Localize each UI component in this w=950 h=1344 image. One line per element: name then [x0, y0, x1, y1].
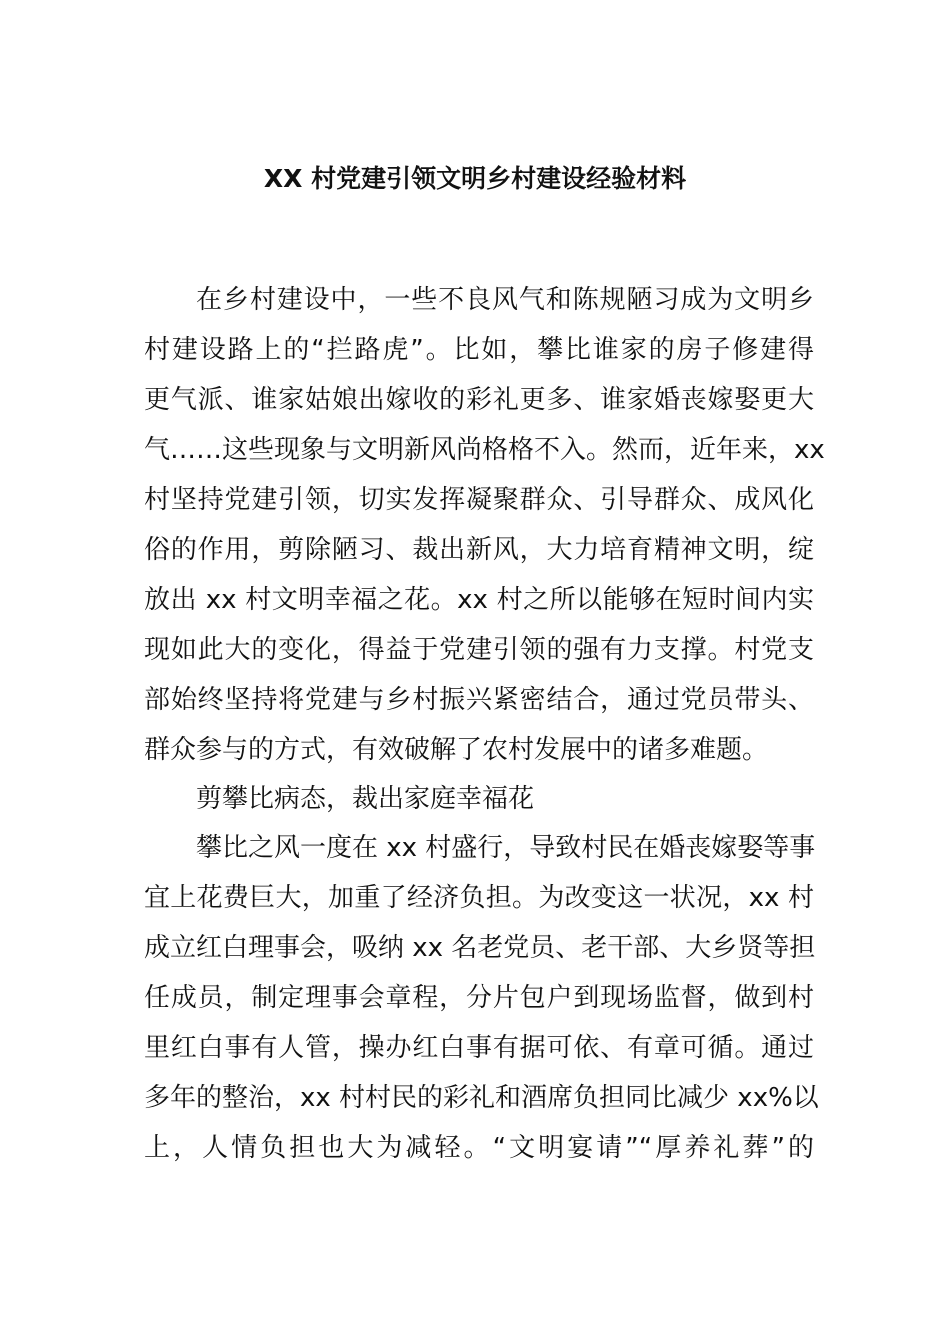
- paragraph-line: 多年的整治，xx 村村民的彩礼和酒席负担同比减少 xx%以: [144, 1083, 819, 1113]
- paragraph-line: 村建设路上的“拦路虎”。比如，攀比谁家的房子修建得: [144, 335, 814, 365]
- paragraph-line: 村坚持党建引领，切实发挥凝聚群众、引导群众、成风化: [144, 485, 814, 515]
- document-title: XX 村党建引领文明乡村建设经验材料: [263, 164, 687, 193]
- section-heading: 剪攀比病态，裁出家庭幸福花: [196, 784, 535, 814]
- paragraph-line: 现如此大的变化，得益于党建引领的强有力支撑。村党支: [144, 635, 814, 665]
- paragraph-line: 任成员，制定理事会章程，分片包户到现场监督，做到村: [144, 983, 814, 1013]
- paragraph-line: 放出 xx 村文明幸福之花。xx 村之所以能够在短时间内实: [144, 585, 814, 615]
- paragraph-line: 攀比之风一度在 xx 村盛行，导致村民在婚丧嫁娶等事: [196, 833, 816, 863]
- paragraph-line: 成立红白理事会，吸纳 xx 名老党员、老干部、大乡贤等担: [144, 933, 816, 963]
- paragraph-line: 更气派、谁家姑娘出嫁收的彩礼更多、谁家婚丧嫁娶更大: [144, 385, 814, 415]
- paragraph-line: 里红白事有人管，操办红白事有据可依、有章可循。通过: [144, 1033, 814, 1063]
- paragraph-line: 气……这些现象与文明新风尚格格不入。然而，近年来，xx: [144, 435, 825, 465]
- paragraph-line: 上，人情负担也大为减轻。“文明宴请”“厚养礼葬”的: [144, 1133, 814, 1163]
- paragraph-line: 俗的作用，剪除陋习、裁出新风，大力培育精神文明，绽: [144, 535, 814, 565]
- paragraph-line: 群众参与的方式，有效破解了农村发展中的诸多难题。: [144, 735, 769, 765]
- paragraph-line: 部始终坚持将党建与乡村振兴紧密结合，通过党员带头、: [144, 685, 814, 715]
- paragraph-line: 在乡村建设中，一些不良风气和陈规陋习成为文明乡: [196, 285, 814, 315]
- paragraph-line: 宜上花费巨大，加重了经济负担。为改变这一状况，xx 村: [144, 883, 814, 913]
